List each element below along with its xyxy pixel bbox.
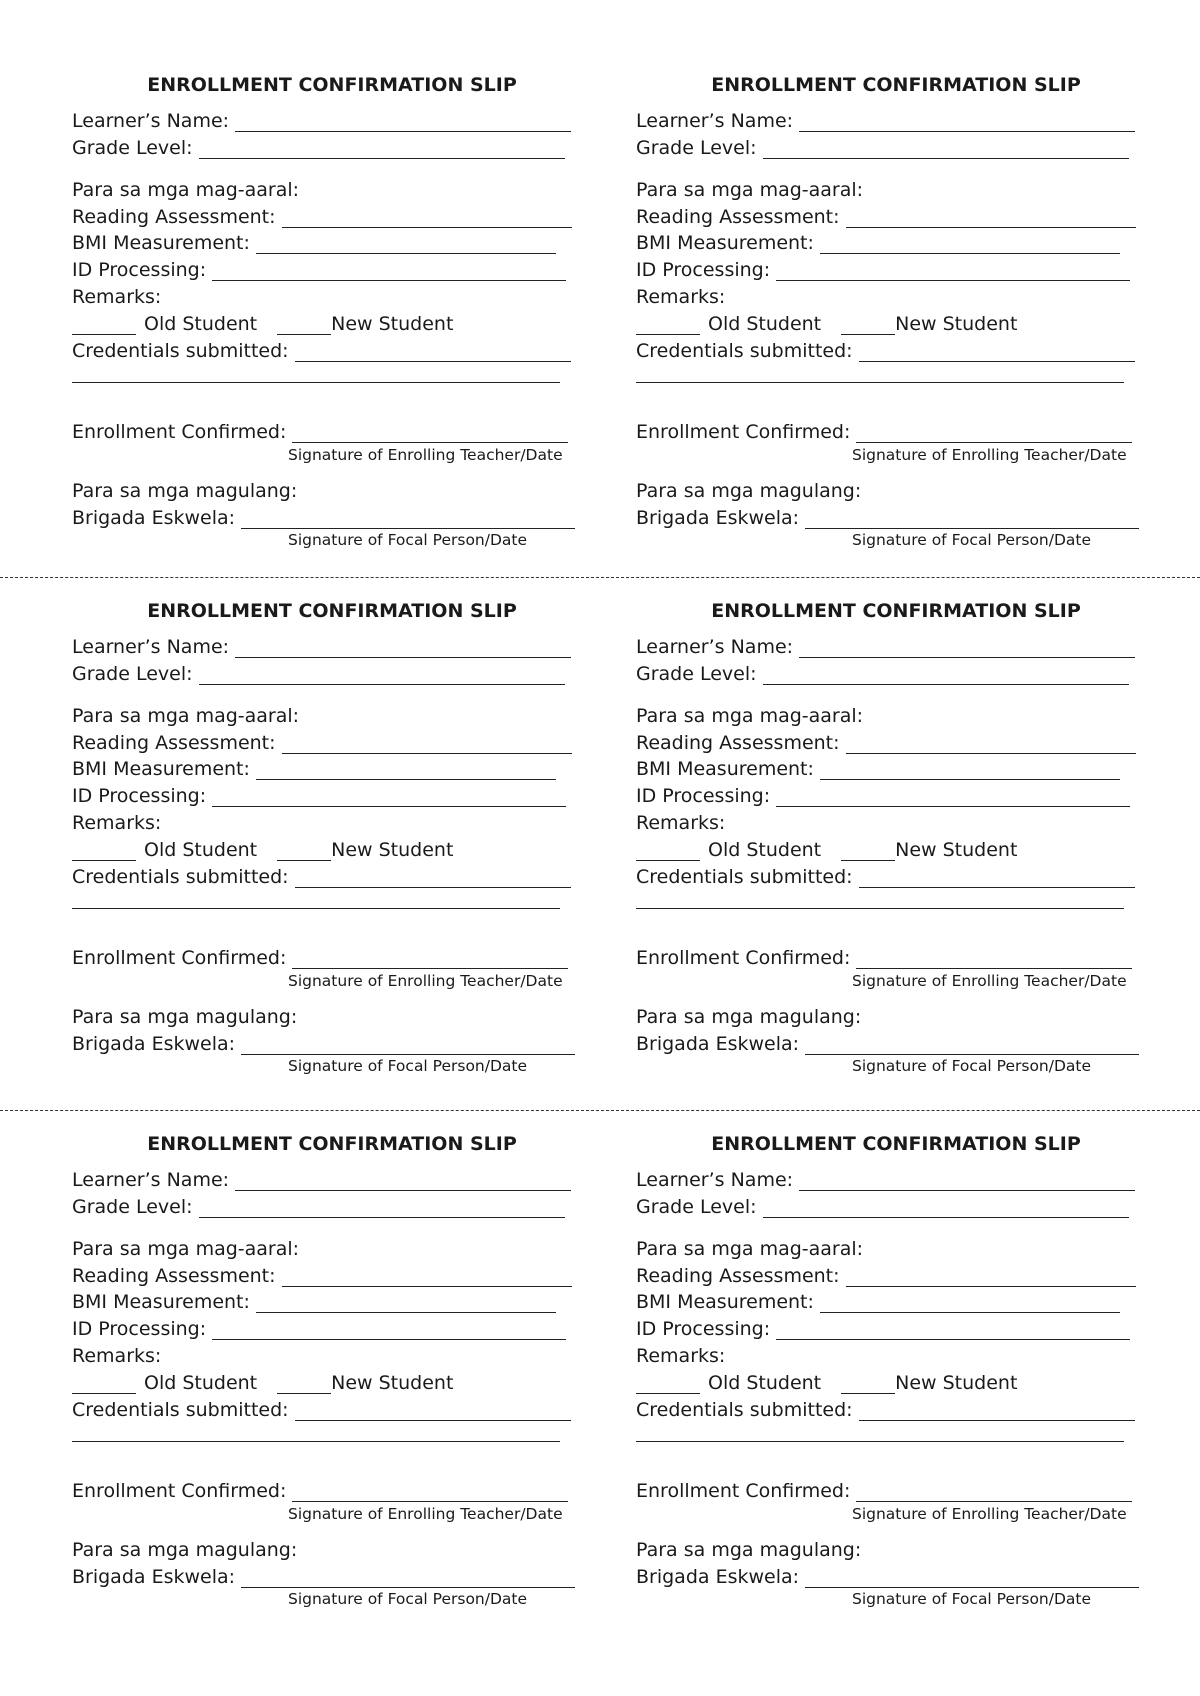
cut-line-2 — [0, 1110, 1200, 1111]
teacher-signature-caption: Signature of Enrolling Teacher/Date — [288, 1505, 563, 1523]
credentials-extra-field[interactable] — [72, 888, 560, 909]
cut-line-1 — [0, 577, 1200, 578]
new-student-blank[interactable] — [277, 1373, 331, 1394]
reading-assessment-field[interactable] — [282, 1266, 572, 1287]
new-student-blank[interactable] — [841, 1373, 895, 1394]
id-processing-label: ID Processing: — [72, 1318, 207, 1340]
new-student-label: New Student — [895, 313, 1018, 335]
brigada-eskwela-row — [636, 507, 1139, 529]
credentials-extra-row — [636, 362, 1124, 383]
id-processing-field[interactable] — [212, 1319, 566, 1340]
enrollment-slip-1 — [72, 74, 592, 574]
bmi-measurement-field[interactable] — [820, 233, 1120, 254]
brigada-eskwela-label: Brigada Eskwela: — [636, 507, 800, 529]
credentials-row — [636, 866, 1135, 888]
bmi-measurement-label: BMI Measurement: — [72, 1291, 250, 1313]
para-parents-heading — [636, 1006, 861, 1028]
remarks-label: Remarks: — [72, 812, 162, 834]
focal-signature-caption: Signature of Focal Person/Date — [288, 1057, 528, 1075]
slip-title: ENROLLMENT CONFIRMATION SLIP — [711, 1133, 1081, 1155]
enrollment-confirmed-label: Enrollment Confirmed: — [636, 947, 851, 969]
id-processing-row — [72, 1318, 566, 1340]
enrollment-confirmed-field[interactable] — [292, 1481, 568, 1502]
bmi-measurement-field[interactable] — [256, 1292, 556, 1313]
credentials-label: Credentials submitted: — [72, 866, 289, 888]
old-student-blank[interactable] — [72, 840, 136, 861]
credentials-extra-field[interactable] — [636, 888, 1124, 909]
para-learners-label: Para sa mga mag-aaral: — [72, 705, 300, 727]
new-student-label: New Student — [895, 1372, 1018, 1394]
enrollment-confirmed-field[interactable] — [856, 948, 1132, 969]
learner-name-row — [636, 636, 1135, 658]
remarks-row — [72, 286, 161, 308]
learner-name-label: Learner’s Name: — [72, 1169, 230, 1191]
remarks-label: Remarks: — [636, 1345, 726, 1367]
old-student-blank[interactable] — [72, 314, 136, 335]
reading-assessment-row — [72, 206, 572, 228]
credentials-field[interactable] — [859, 867, 1135, 888]
focal-signature-caption: Signature of Focal Person/Date — [288, 1590, 528, 1608]
enrollment-confirmed-field[interactable] — [856, 1481, 1132, 1502]
brigada-eskwela-label: Brigada Eskwela: — [72, 1566, 236, 1588]
id-processing-row — [636, 1318, 1130, 1340]
focal-signature-caption: Signature of Focal Person/Date — [288, 531, 528, 549]
learner-name-row — [72, 636, 571, 658]
focal-signature-caption: Signature of Focal Person/Date — [852, 531, 1092, 549]
remarks-label: Remarks: — [636, 286, 726, 308]
para-parents-heading — [636, 480, 861, 502]
id-processing-label: ID Processing: — [636, 1318, 771, 1340]
brigada-eskwela-label: Brigada Eskwela: — [636, 1033, 800, 1055]
para-parents-label: Para sa mga magulang: — [636, 480, 862, 502]
id-processing-label: ID Processing: — [636, 259, 771, 281]
reading-assessment-label: Reading Assessment: — [72, 732, 276, 754]
grade-level-field[interactable] — [199, 1197, 565, 1218]
teacher-signature-caption: Signature of Enrolling Teacher/Date — [852, 446, 1127, 464]
grade-level-label: Grade Level: — [636, 663, 757, 685]
enrollment-confirmed-label: Enrollment Confirmed: — [72, 1480, 287, 1502]
brigada-eskwela-row — [636, 1033, 1139, 1055]
credentials-extra-row — [636, 888, 1124, 909]
para-parents-label: Para sa mga magulang: — [636, 1539, 862, 1561]
old-student-label: Old Student — [144, 313, 258, 335]
grade-level-label: Grade Level: — [636, 137, 757, 159]
id-processing-row — [636, 259, 1130, 281]
brigada-eskwela-label: Brigada Eskwela: — [636, 1566, 800, 1588]
old-student-blank[interactable] — [636, 314, 700, 335]
learner-name-field[interactable] — [799, 111, 1135, 132]
credentials-row — [72, 866, 571, 888]
grade-level-field[interactable] — [199, 664, 565, 685]
slip-title: ENROLLMENT CONFIRMATION SLIP — [147, 74, 517, 96]
reading-assessment-field[interactable] — [846, 207, 1136, 228]
credentials-row — [72, 1399, 571, 1421]
slip-title: ENROLLMENT CONFIRMATION SLIP — [147, 1133, 517, 1155]
grade-level-field[interactable] — [763, 664, 1129, 685]
bmi-measurement-row — [72, 232, 556, 254]
learner-name-field[interactable] — [235, 1170, 571, 1191]
old-student-blank[interactable] — [636, 840, 700, 861]
learner-name-label: Learner’s Name: — [72, 110, 230, 132]
reading-assessment-row — [636, 732, 1136, 754]
brigada-eskwela-field[interactable] — [805, 1034, 1139, 1055]
credentials-extra-row — [72, 362, 560, 383]
enrollment-confirmed-label: Enrollment Confirmed: — [72, 421, 287, 443]
new-student-label: New Student — [895, 839, 1018, 861]
new-student-blank[interactable] — [841, 840, 895, 861]
remarks-label: Remarks: — [72, 286, 162, 308]
old-student-label: Old Student — [144, 1372, 258, 1394]
remarks-label: Remarks: — [72, 1345, 162, 1367]
student-type-row — [636, 313, 1017, 335]
reading-assessment-label: Reading Assessment: — [636, 732, 840, 754]
old-student-label: Old Student — [708, 313, 822, 335]
reading-assessment-row — [636, 206, 1136, 228]
bmi-measurement-label: BMI Measurement: — [636, 758, 814, 780]
credentials-extra-row — [72, 1421, 560, 1442]
para-learners-heading — [636, 705, 863, 727]
enrollment-confirmed-row — [636, 947, 1132, 969]
grade-level-label: Grade Level: — [72, 137, 193, 159]
para-learners-heading — [72, 179, 299, 201]
new-student-blank[interactable] — [277, 314, 331, 335]
old-student-blank[interactable] — [636, 1373, 700, 1394]
para-parents-heading — [72, 1539, 297, 1561]
para-learners-label: Para sa mga mag-aaral: — [72, 179, 300, 201]
focal-signature-caption: Signature of Focal Person/Date — [852, 1590, 1092, 1608]
remarks-row — [636, 1345, 725, 1367]
slip-title: ENROLLMENT CONFIRMATION SLIP — [711, 600, 1081, 622]
para-learners-label: Para sa mga mag-aaral: — [72, 1238, 300, 1260]
slip-title: ENROLLMENT CONFIRMATION SLIP — [711, 74, 1081, 96]
teacher-signature-caption: Signature of Enrolling Teacher/Date — [288, 446, 563, 464]
id-processing-field[interactable] — [776, 1319, 1130, 1340]
remarks-label: Remarks: — [636, 812, 726, 834]
grade-level-label: Grade Level: — [72, 1196, 193, 1218]
brigada-eskwela-field[interactable] — [805, 508, 1139, 529]
para-parents-heading — [72, 480, 297, 502]
bmi-measurement-label: BMI Measurement: — [72, 758, 250, 780]
grade-level-label: Grade Level: — [72, 663, 193, 685]
old-student-label: Old Student — [144, 839, 258, 861]
new-student-label: New Student — [331, 313, 454, 335]
para-learners-heading — [636, 179, 863, 201]
reading-assessment-field[interactable] — [846, 1266, 1136, 1287]
grade-level-field[interactable] — [763, 138, 1129, 159]
credentials-field[interactable] — [859, 1400, 1135, 1421]
credentials-extra-field[interactable] — [72, 362, 560, 383]
para-parents-label: Para sa mga magulang: — [636, 1006, 862, 1028]
id-processing-label: ID Processing: — [72, 785, 207, 807]
grade-level-row — [72, 663, 565, 685]
old-student-blank[interactable] — [72, 1373, 136, 1394]
enrollment-confirmed-label: Enrollment Confirmed: — [636, 421, 851, 443]
grade-level-field[interactable] — [763, 1197, 1129, 1218]
reading-assessment-row — [636, 1265, 1136, 1287]
credentials-field[interactable] — [859, 341, 1135, 362]
focal-signature-caption: Signature of Focal Person/Date — [852, 1057, 1092, 1075]
new-student-blank[interactable] — [841, 314, 895, 335]
credentials-label: Credentials submitted: — [72, 340, 289, 362]
brigada-eskwela-field[interactable] — [241, 1034, 575, 1055]
learner-name-field[interactable] — [799, 637, 1135, 658]
learner-name-label: Learner’s Name: — [72, 636, 230, 658]
student-type-row — [72, 313, 453, 335]
reading-assessment-label: Reading Assessment: — [636, 206, 840, 228]
para-parents-label: Para sa mga magulang: — [72, 480, 298, 502]
teacher-signature-caption: Signature of Enrolling Teacher/Date — [288, 972, 563, 990]
brigada-eskwela-label: Brigada Eskwela: — [72, 1033, 236, 1055]
brigada-eskwela-row — [72, 1033, 575, 1055]
new-student-blank[interactable] — [277, 840, 331, 861]
remarks-row — [72, 812, 161, 834]
id-processing-field[interactable] — [212, 786, 566, 807]
para-parents-heading — [72, 1006, 297, 1028]
para-learners-label: Para sa mga mag-aaral: — [636, 705, 864, 727]
para-learners-label: Para sa mga mag-aaral: — [636, 179, 864, 201]
enrollment-slip-5 — [72, 1133, 592, 1633]
enrollment-confirmed-field[interactable] — [292, 422, 568, 443]
id-processing-label: ID Processing: — [636, 785, 771, 807]
reading-assessment-label: Reading Assessment: — [72, 1265, 276, 1287]
bmi-measurement-row — [636, 1291, 1120, 1313]
brigada-eskwela-row — [636, 1566, 1139, 1588]
credentials-extra-field[interactable] — [636, 362, 1124, 383]
enrollment-slip-4 — [636, 600, 1156, 1100]
enrollment-slip-3 — [72, 600, 592, 1100]
grade-level-row — [72, 137, 565, 159]
enrollment-confirmed-label: Enrollment Confirmed: — [636, 1480, 851, 1502]
enrollment-confirmed-field[interactable] — [856, 422, 1132, 443]
reading-assessment-field[interactable] — [846, 733, 1136, 754]
reading-assessment-field[interactable] — [282, 733, 572, 754]
enrollment-confirmed-field[interactable] — [292, 948, 568, 969]
enrollment-confirmed-label: Enrollment Confirmed: — [72, 947, 287, 969]
brigada-eskwela-label: Brigada Eskwela: — [72, 507, 236, 529]
credentials-field[interactable] — [295, 867, 571, 888]
learner-name-label: Learner’s Name: — [636, 636, 794, 658]
learner-name-row — [636, 1169, 1135, 1191]
brigada-eskwela-row — [72, 1566, 575, 1588]
remarks-row — [636, 812, 725, 834]
credentials-row — [72, 340, 571, 362]
bmi-measurement-label: BMI Measurement: — [72, 232, 250, 254]
student-type-row — [72, 1372, 453, 1394]
bmi-measurement-row — [72, 758, 556, 780]
grade-level-row — [636, 663, 1129, 685]
reading-assessment-field[interactable] — [282, 207, 572, 228]
slip-title: ENROLLMENT CONFIRMATION SLIP — [147, 600, 517, 622]
bmi-measurement-field[interactable] — [820, 759, 1120, 780]
grade-level-row — [636, 1196, 1129, 1218]
credentials-row — [636, 340, 1135, 362]
credentials-extra-row — [72, 888, 560, 909]
id-processing-row — [636, 785, 1130, 807]
para-parents-label: Para sa mga magulang: — [72, 1539, 298, 1561]
credentials-extra-row — [636, 1421, 1124, 1442]
credentials-extra-field[interactable] — [636, 1421, 1124, 1442]
para-learners-label: Para sa mga mag-aaral: — [636, 1238, 864, 1260]
bmi-measurement-field[interactable] — [820, 1292, 1120, 1313]
student-type-row — [72, 839, 453, 861]
bmi-measurement-row — [636, 232, 1120, 254]
remarks-row — [72, 1345, 161, 1367]
learner-name-row — [72, 110, 571, 132]
enrollment-slip-6 — [636, 1133, 1156, 1633]
enrollment-confirmed-row — [72, 1480, 568, 1502]
para-learners-heading — [636, 1238, 863, 1260]
id-processing-row — [72, 785, 566, 807]
enrollment-confirmed-row — [72, 947, 568, 969]
enrollment-slip-2 — [636, 74, 1156, 574]
new-student-label: New Student — [331, 1372, 454, 1394]
credentials-field[interactable] — [295, 1400, 571, 1421]
para-learners-heading — [72, 1238, 299, 1260]
para-parents-heading — [636, 1539, 861, 1561]
reading-assessment-label: Reading Assessment: — [72, 206, 276, 228]
learner-name-row — [72, 1169, 571, 1191]
id-processing-row — [72, 259, 566, 281]
teacher-signature-caption: Signature of Enrolling Teacher/Date — [852, 1505, 1127, 1523]
bmi-measurement-field[interactable] — [256, 233, 556, 254]
id-processing-field[interactable] — [776, 260, 1130, 281]
brigada-eskwela-field[interactable] — [805, 1567, 1139, 1588]
credentials-extra-field[interactable] — [72, 1421, 560, 1442]
learner-name-field[interactable] — [235, 111, 571, 132]
old-student-label: Old Student — [708, 1372, 822, 1394]
bmi-measurement-row — [72, 1291, 556, 1313]
bmi-measurement-label: BMI Measurement: — [636, 232, 814, 254]
learner-name-label: Learner’s Name: — [636, 110, 794, 132]
remarks-row — [636, 286, 725, 308]
reading-assessment-row — [72, 1265, 572, 1287]
teacher-signature-caption: Signature of Enrolling Teacher/Date — [852, 972, 1127, 990]
learner-name-field[interactable] — [235, 637, 571, 658]
bmi-measurement-row — [636, 758, 1120, 780]
new-student-label: New Student — [331, 839, 454, 861]
id-processing-field[interactable] — [212, 260, 566, 281]
credentials-label: Credentials submitted: — [636, 1399, 853, 1421]
brigada-eskwela-field[interactable] — [241, 1567, 575, 1588]
credentials-label: Credentials submitted: — [636, 340, 853, 362]
bmi-measurement-label: BMI Measurement: — [636, 1291, 814, 1313]
enrollment-confirmed-row — [636, 421, 1132, 443]
brigada-eskwela-row — [72, 507, 575, 529]
para-parents-label: Para sa mga magulang: — [72, 1006, 298, 1028]
grade-level-field[interactable] — [199, 138, 565, 159]
credentials-row — [636, 1399, 1135, 1421]
learner-name-row — [636, 110, 1135, 132]
grade-level-row — [72, 1196, 565, 1218]
student-type-row — [636, 1372, 1017, 1394]
student-type-row — [636, 839, 1017, 861]
id-processing-field[interactable] — [776, 786, 1130, 807]
grade-level-row — [636, 137, 1129, 159]
reading-assessment-label: Reading Assessment: — [636, 1265, 840, 1287]
bmi-measurement-field[interactable] — [256, 759, 556, 780]
reading-assessment-row — [72, 732, 572, 754]
grade-level-label: Grade Level: — [636, 1196, 757, 1218]
brigada-eskwela-field[interactable] — [241, 508, 575, 529]
learner-name-label: Learner’s Name: — [636, 1169, 794, 1191]
credentials-field[interactable] — [295, 341, 571, 362]
credentials-label: Credentials submitted: — [72, 1399, 289, 1421]
learner-name-field[interactable] — [799, 1170, 1135, 1191]
enrollment-confirmed-row — [636, 1480, 1132, 1502]
id-processing-label: ID Processing: — [72, 259, 207, 281]
enrollment-confirmed-row — [72, 421, 568, 443]
credentials-label: Credentials submitted: — [636, 866, 853, 888]
para-learners-heading — [72, 705, 299, 727]
old-student-label: Old Student — [708, 839, 822, 861]
